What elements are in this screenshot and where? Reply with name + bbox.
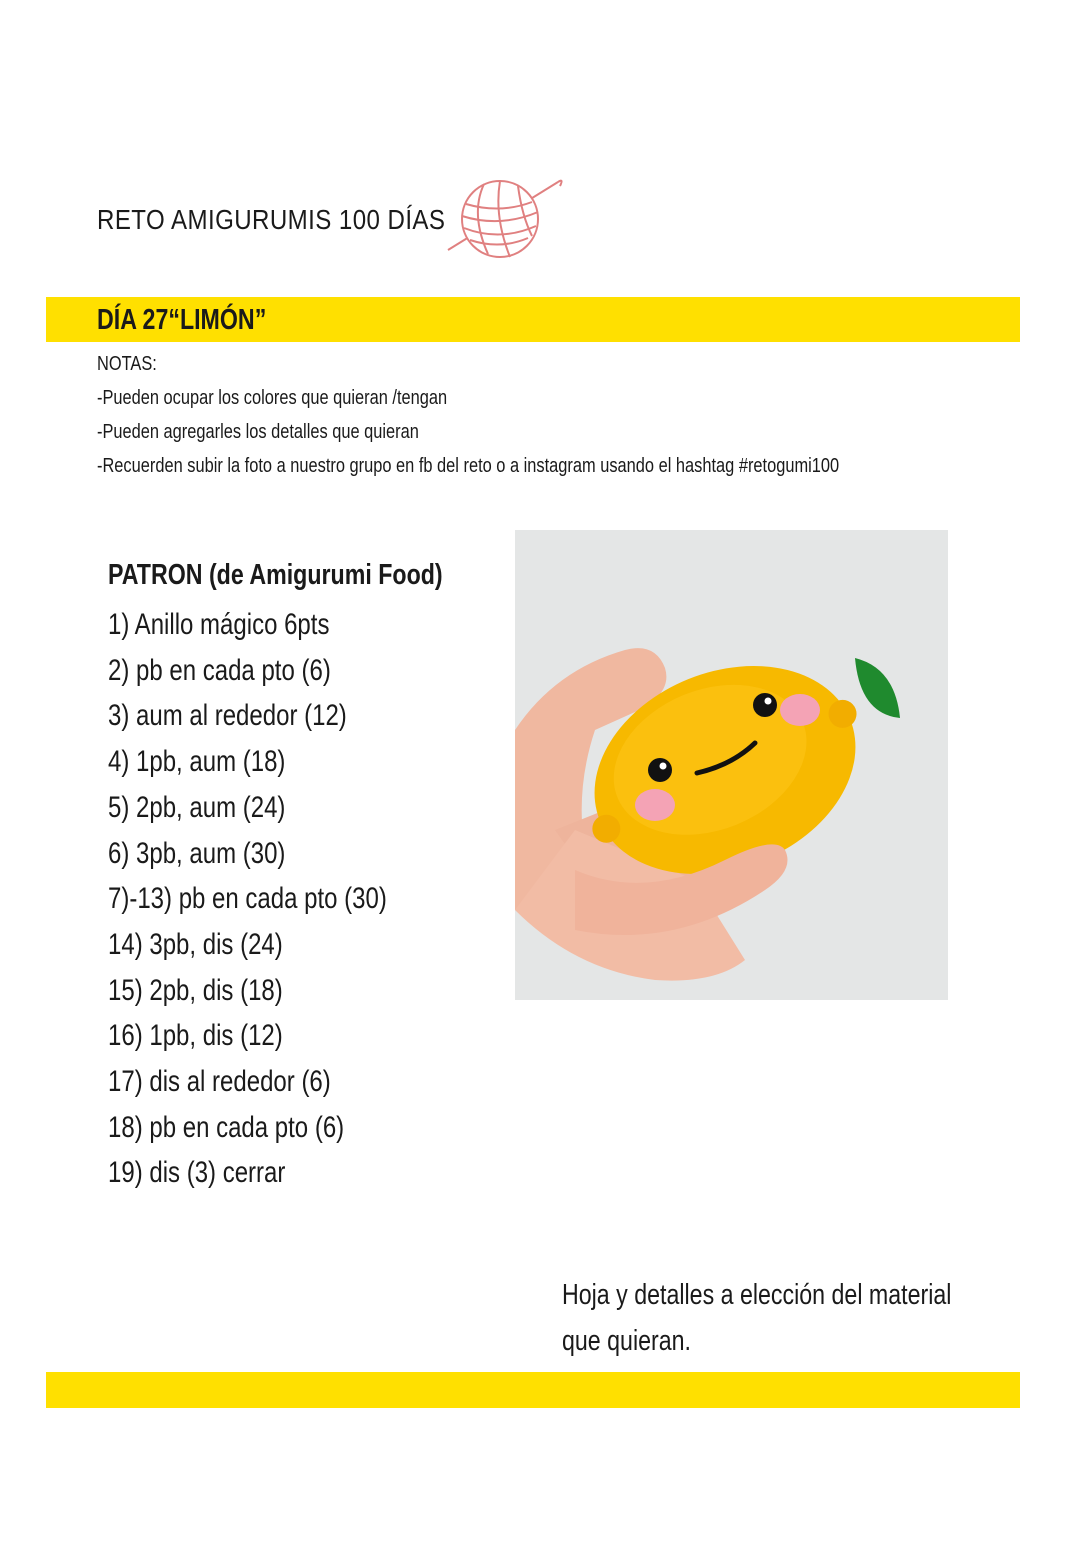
notes-heading: NOTAS: bbox=[97, 353, 157, 375]
pattern-steps bbox=[108, 602, 457, 1196]
pattern-step: 16) 1pb, dis (12) bbox=[108, 1019, 283, 1053]
pattern-step: 7)-13) pb en cada pto (30) bbox=[108, 882, 387, 916]
page-title: RETO AMIGURUMIS 100 DÍAS bbox=[97, 204, 446, 235]
notes-section bbox=[97, 347, 1002, 483]
lemon-amigurumi-photo bbox=[515, 530, 948, 1000]
pattern-step: 15) 2pb, dis (18) bbox=[108, 973, 283, 1007]
pattern-step: 3) aum al rededor (12) bbox=[108, 699, 347, 733]
note-item: -Recuerden subir la foto a nuestro grupo en fb del reto o a instagram usando el hashtag #retogumi100 bbox=[97, 455, 840, 477]
note-item: -Pueden agregarles los detalles que quieran bbox=[97, 421, 419, 443]
pattern-step: 1) Anillo mágico 6pts bbox=[108, 608, 330, 641]
pattern-step: 4) 1pb, aum (18) bbox=[108, 745, 286, 779]
pattern-step: 14) 3pb, dis (24) bbox=[108, 927, 283, 961]
footer-band bbox=[46, 1372, 1020, 1408]
note-item: -Pueden ocupar los colores que quieran /tengan bbox=[97, 387, 448, 409]
yarn-ball-crochet-hook-icon bbox=[440, 174, 568, 264]
day-title: DÍA 27“LIMÓN” bbox=[97, 304, 267, 336]
pattern-step: 6) 3pb, aum (30) bbox=[108, 836, 286, 870]
pattern-step: 17) dis al rededor (6) bbox=[108, 1065, 331, 1099]
pattern-step: 5) 2pb, aum (24) bbox=[108, 790, 286, 824]
pattern-step: 18) pb en cada pto (6) bbox=[108, 1110, 345, 1144]
footer-note: Hoja y detalles a elección del material que quieran. bbox=[562, 1279, 952, 1357]
lemon-illustration bbox=[515, 530, 948, 1000]
pattern-title: PATRON (de Amigurumi Food) bbox=[108, 559, 443, 591]
pattern-step: 19) dis (3) cerrar bbox=[108, 1156, 286, 1190]
pattern-step: 2) pb en cada pto (6) bbox=[108, 653, 331, 687]
